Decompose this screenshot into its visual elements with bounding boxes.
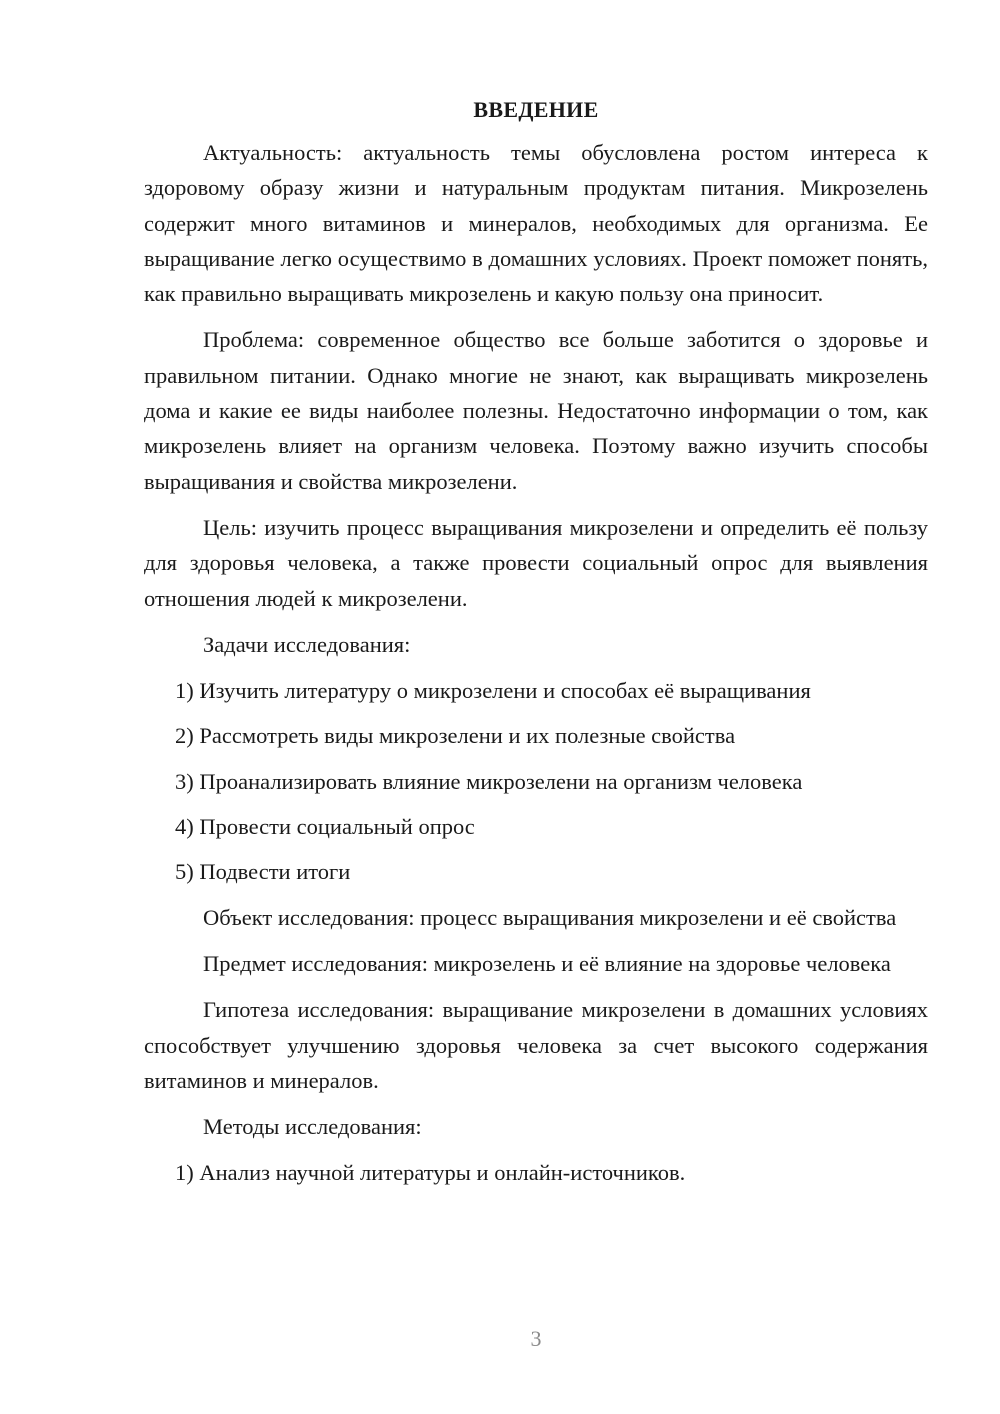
paragraph-problem: Проблема: современное общество все больше заботится о здоровье и правильном питании. Однако многие не знают, как выращивать микрозелень дома и какие ее виды наиболее полезны. Недостаточно информации о том, как микрозелень влияет на организм человека. Поэтому важно изучить способы выращивания и свойства микрозелени. — [144, 327, 928, 494]
page-content — [144, 95, 928, 1201]
list-item: 5) Подвести итоги — [175, 859, 351, 885]
paragraph-object: Объект исследования: процесс выращивания микрозелени и её свойства — [203, 904, 897, 930]
list-item: 3) Проанализировать влияние микрозелени на организм человека — [175, 768, 803, 794]
page-number: 3 — [530, 1326, 542, 1351]
list-item: 2) Рассмотреть виды микрозелени и их полезные свойства — [175, 723, 736, 749]
paragraph-goal: Цель: изучить процесс выращивания микрозелени и определить её пользу для здоровья человека, а также провести социальный опрос для выявления отношения людей к микрозелени. — [144, 514, 928, 611]
page-title: ВВЕДЕНИЕ — [473, 97, 599, 122]
paragraph-subject: Предмет исследования: микрозелень и её влияние на здоровье человека — [203, 950, 891, 976]
methods-list — [144, 1155, 928, 1190]
list-item: 1) Изучить литературу о микрозелени и способах её выращивания — [175, 678, 811, 704]
list-item: 4) Провести социальный опрос — [175, 814, 475, 840]
paragraph-hypothesis: Гипотеза исследования: выращивание микрозелени в домашних условиях способствует улучшению здоровья человека за счет высокого содержания витаминов и минералов. — [144, 997, 928, 1093]
tasks-list — [144, 673, 928, 889]
list-item: 1) Анализ научной литературы и онлайн-источников. — [175, 1160, 686, 1186]
methods-heading: Методы исследования: — [203, 1114, 422, 1140]
paragraph-relevance: Актуальность: актуальность темы обусловлена ростом интереса к здоровому образу жизни и натуральным продуктам питания. Микрозелень содержит много витаминов и минералов, необходимых для организма. Ее выращивание легко осуществимо в домашних условиях. Проект поможет понять, как правильно выращивать микрозелень и какую пользу она приносит. — [144, 140, 928, 307]
tasks-heading: Задачи исследования: — [203, 631, 411, 657]
